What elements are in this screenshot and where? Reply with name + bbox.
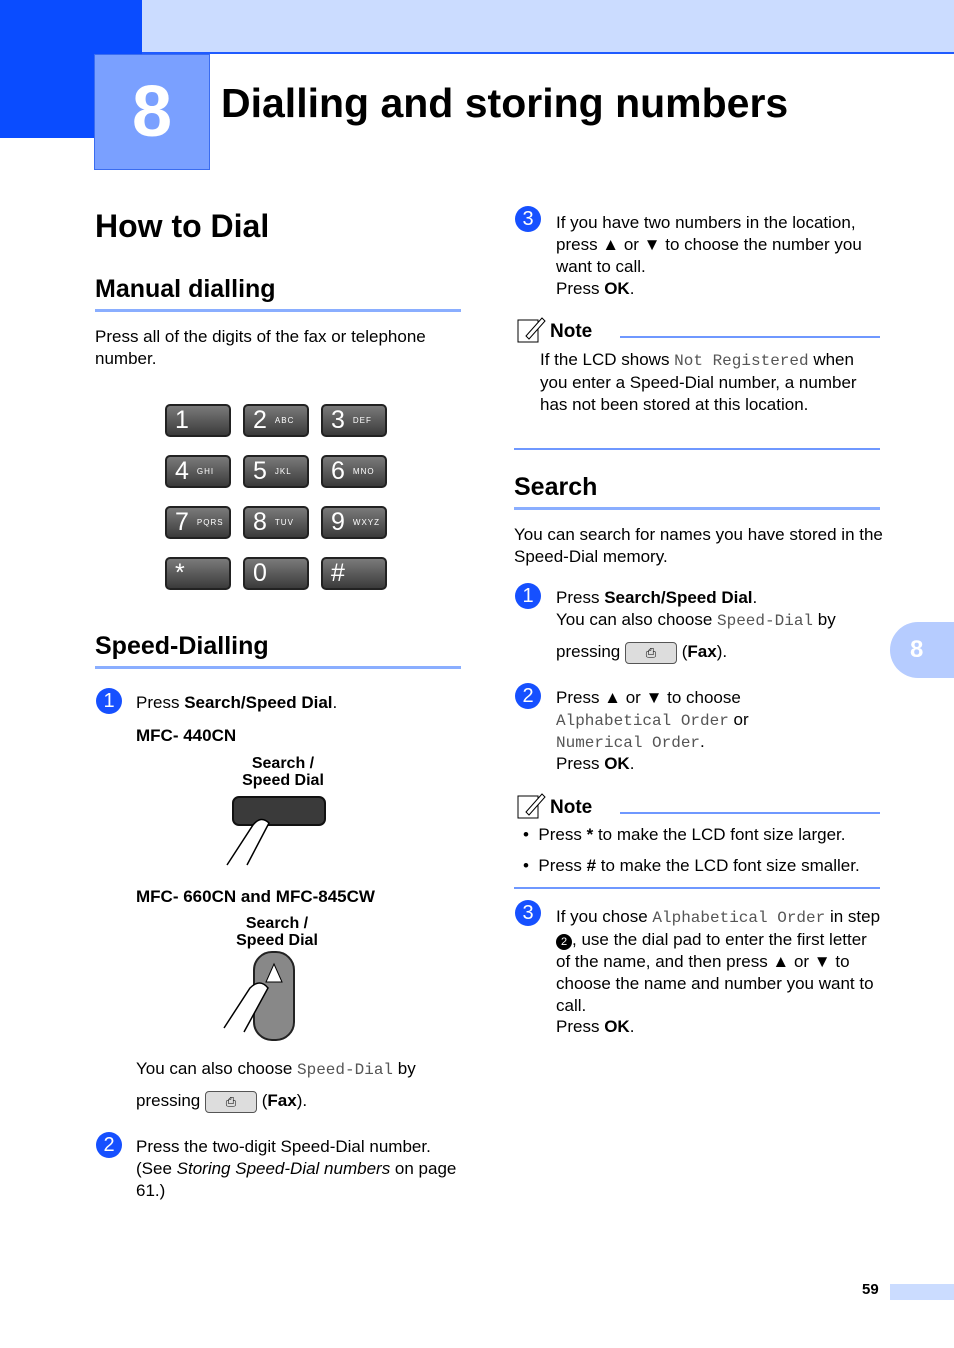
note-rule <box>514 887 880 889</box>
alphabetical-option: Alphabetical Order or <box>556 710 749 730</box>
model-660cn: MFC- 660CN and MFC-845CW <box>136 887 375 906</box>
search-step3-text: If you chose Alphabetical Order in step 2 , use the dial pad to enter the first letter of the name, and then press ▲ or ▼ to choose the name and number you want to call. <box>556 907 881 1015</box>
search-text: You can search for names you have stored in the Speed-Dial memory. <box>514 525 883 566</box>
step3-press-ok: Press OK. <box>556 279 635 298</box>
manual-text: Press all of the digits of the fax or telephone number. <box>95 327 426 368</box>
header-bar <box>0 0 954 54</box>
section-search: Search <box>514 473 598 501</box>
note-heading: Note <box>550 797 593 818</box>
chapter-title: Dialling and storing numbers <box>221 80 789 126</box>
step-badge: 1 <box>96 688 122 714</box>
note-rule <box>620 812 880 814</box>
page-number: 59 <box>862 1281 879 1298</box>
keypad-key: 1 <box>165 404 231 437</box>
keypad-key: 6 MNO <box>321 455 387 488</box>
section-rule <box>95 666 461 669</box>
fax-button-icon: ⎙ <box>625 642 677 664</box>
keypad-key: 9 WXYZ <box>321 506 387 539</box>
step-badge: 1 <box>515 583 541 609</box>
step-badge: 2 <box>96 1132 122 1158</box>
step-badge: 3 <box>515 900 541 926</box>
search-pressing-fax: pressing ⎙ (Fax). <box>556 641 727 664</box>
keypad-key: * <box>165 557 231 590</box>
step-badge: 3 <box>515 206 541 232</box>
model-440cn: MFC- 440CN <box>136 726 237 745</box>
speed-step1-text: Press Search/Speed Dial. <box>136 693 338 712</box>
search-step3-ok: Press OK. <box>556 1017 635 1036</box>
chapter-tab: 8 <box>890 622 954 678</box>
keypad-key: # <box>321 557 387 590</box>
section-manual-dialling: Manual dialling <box>95 275 276 303</box>
keypad-key: 2 ABC <box>243 404 309 437</box>
numerical-option: Numerical Order. <box>556 732 705 752</box>
speed-pressing-fax: pressing ⎙ (Fax). <box>136 1090 307 1113</box>
keypad-key: 4 GHI <box>165 455 231 488</box>
keypad-key: 0 <box>243 557 309 590</box>
keypad-key: 5 JKL <box>243 455 309 488</box>
keypad-key: 3 DEF <box>321 404 387 437</box>
chapter-number-box <box>94 54 210 170</box>
keypad-key: 8 TUV <box>243 506 309 539</box>
step3-text: If you have two numbers in the location, press ▲ or ▼ to choose the number you want to call. <box>556 213 862 276</box>
search-step1-text: Press Search/Speed Dial. <box>556 588 758 607</box>
note-bullet-smaller: • Press # to make the LCD font size smaller. <box>523 856 860 875</box>
section-rule <box>514 507 880 510</box>
note-heading: Note <box>550 321 593 342</box>
note-rule <box>514 448 880 450</box>
search-speed-dial-button-icon <box>225 795 330 867</box>
fax-button-icon: ⎙ <box>205 1091 257 1113</box>
chapter-number: 8 <box>131 72 173 152</box>
note-pencil-icon <box>516 790 546 820</box>
button-label: Search / Speed Dial <box>242 755 324 789</box>
search-also-text: You can also choose Speed-Dial by <box>556 610 836 630</box>
keypad-key: 7 PQRS <box>165 506 231 539</box>
button-label: Search / Speed Dial <box>236 915 318 949</box>
section-how-to-dial: How to Dial <box>95 208 270 244</box>
step-reference-badge: 2 <box>556 934 572 950</box>
note-text: If the LCD shows Not Registered when you enter a Speed-Dial number, a number has not been stored at this location. <box>540 350 857 414</box>
note-bullet-larger: • Press * to make the LCD font size larger. <box>523 825 846 844</box>
search-speed-dial-button-icon <box>222 950 302 1042</box>
section-rule <box>95 309 461 312</box>
speed-step2-text: Press the two-digit Speed-Dial number. (See Storing Speed-Dial numbers on page 61.) <box>136 1137 457 1200</box>
step-badge: 2 <box>515 683 541 709</box>
speed-also-text: You can also choose Speed-Dial by <box>136 1059 416 1079</box>
note-pencil-icon <box>516 314 546 344</box>
footer-accent <box>890 1284 954 1300</box>
note-rule <box>620 336 880 338</box>
search-step2-ok: Press OK. <box>556 754 635 773</box>
section-speed-dialling: Speed-Dialling <box>95 632 269 660</box>
search-step2-text: Press ▲ or ▼ to choose <box>556 688 741 707</box>
